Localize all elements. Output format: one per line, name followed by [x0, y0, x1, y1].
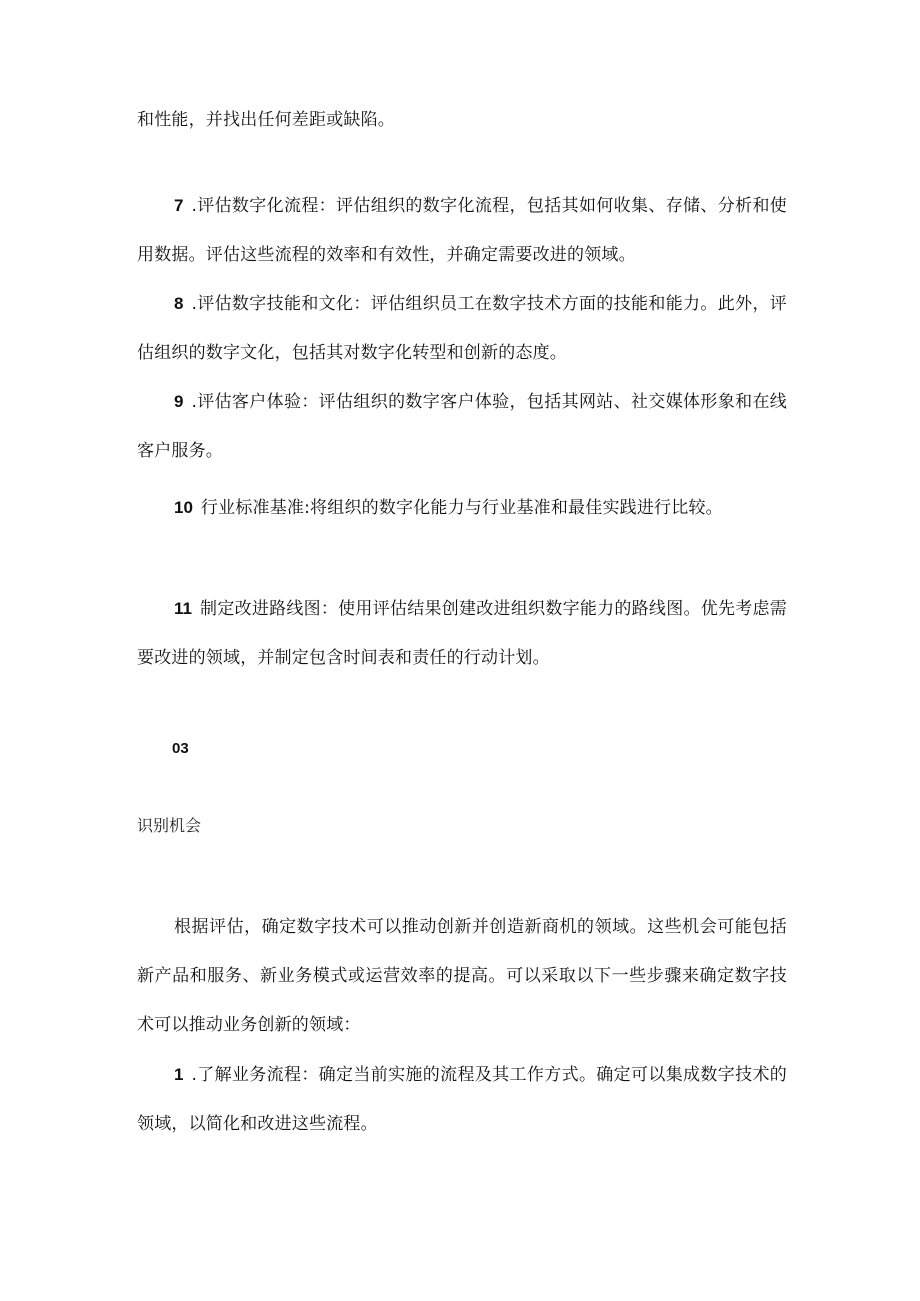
continuation-text: 和性能，并找出任何差距或缺陷。 — [137, 110, 395, 130]
list-item-number: 11 — [174, 599, 192, 618]
intro-text: 根据评估，确定数字技术可以推动创新并创造新商机的领域。这些机会可能包括新产品和服务、新业务模式或运营效率的提高。可以采取以下一些步骤来确定数字技术可以推动业务创新的领域： — [137, 917, 787, 1035]
list-item-number: 1 — [174, 1065, 184, 1084]
list-item-text: .了解业务流程：确定当前实施的流程及其工作方式。确定可以集成数字技术的领域，以简化和改进这些流程。 — [137, 1065, 787, 1134]
continuation-paragraph — [137, 96, 787, 145]
list-item-number: 9 — [174, 392, 184, 411]
intro-paragraph — [137, 903, 787, 1050]
list-item-text: 行业标准基准:将组织的数字化能力与行业基准和最佳实践进行比较。 — [200, 498, 723, 518]
list-item-1 — [137, 1050, 787, 1149]
list-item-9 — [137, 377, 787, 476]
list-item-number: 10 — [174, 498, 193, 517]
list-item-number: 7 — [174, 196, 184, 215]
section-number: 03 — [172, 740, 189, 757]
list-item-text: .评估数字化流程：评估组织的数字化流程，包括其如何收集、存储、分析和使用数据。评估这些流程的效率和有效性，并确定需要改进的领域。 — [137, 196, 787, 265]
list-item-number: 8 — [174, 294, 184, 313]
list-item-text: 制定改进路线图：使用评估结果创建改进组织数字能力的路线图。优先考虑需要改进的领域，并制定包含时间表和责任的行动计划。 — [137, 599, 787, 668]
list-item-8 — [137, 279, 787, 378]
list-item-11 — [137, 584, 787, 683]
list-item-7 — [137, 181, 787, 280]
list-item-text: .评估数字技能和文化：评估组织员工在数字技术方面的技能和能力。此外，评估组织的数字文化，包括其对数字化转型和创新的态度。 — [137, 294, 787, 363]
list-item-10 — [137, 483, 787, 533]
list-item-text: .评估客户体验：评估组织的数字客户体验，包括其网站、社交媒体形象和在线客户服务。 — [137, 392, 787, 461]
section-title: 识别机会 — [137, 816, 202, 835]
